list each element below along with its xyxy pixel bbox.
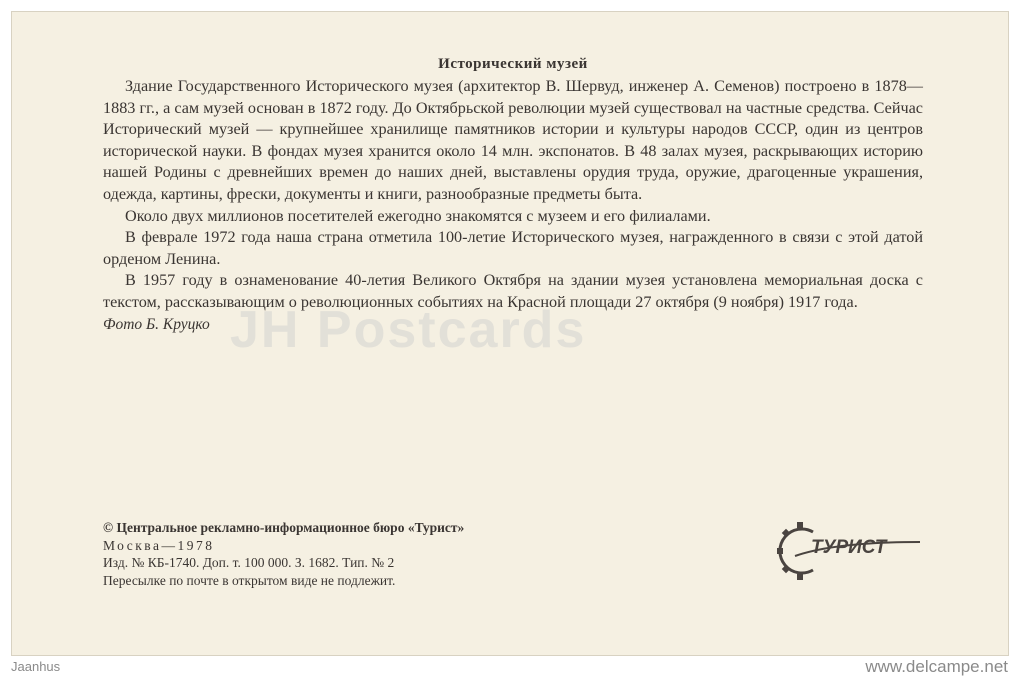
imprint-edition: Изд. № КБ-1740. Доп. т. 100 000. З. 1682. Тип. № 2: [103, 555, 395, 570]
imprint-city-year: Москва—1978: [103, 537, 215, 553]
turist-logo: [775, 520, 925, 580]
paragraph-memorial: В 1957 году в ознаменование 40-летия Великого Октября на здании музея установлена мемориальная доска с текстом, рассказывающим о революционных событиях на Красной площади 27 октября (9 ноября) 1917 года.: [103, 271, 923, 311]
site-url: www.delcampe.net: [865, 657, 1008, 676]
logo-text: ТУРИСТ: [811, 537, 887, 558]
gear-logo-icon: [775, 520, 925, 580]
paragraph-anniversary: В феврале 1972 года наша страна отметила 100-летие Исторического музея, награжденного в связи с этой датой орденом Ленина.: [103, 228, 923, 268]
watermark: JH Postcards: [230, 301, 587, 359]
paragraph-main: Здание Государственного Исторического музея (архитектор В. Шервуд, инженер А. Семенов) построено в 1878—1883 гг., а сам музей основан в 1872 году. До Октябрьской революции музей существовал на частные средства. Сейчас Исторический музей — крупнейшее хранилище памятников истории и культуры народов СССР, один из центров исторической науки. В фондах музея хранится около 14 млн. экспонатов. В 48 залах музея, раскрывающих историю нашей Родины с древнейших времен до наших дней, выставлены орудия труда, оружие, драгоценные украшения, одежда, картины, фрески, документы и книги, разнообразные предметы быта.: [103, 77, 923, 203]
publisher-imprint: [103, 519, 723, 589]
photo-credit: Фото Б. Круцко: [103, 315, 210, 333]
imprint-mailing-note: Пересылке по почте в открытом виде не подлежит.: [103, 572, 396, 588]
paragraph-visitors: Около двух миллионов посетителей ежегодно знакомятся с музеем и его филиалами.: [125, 206, 711, 225]
uploader-name: Jaanhus: [11, 659, 61, 674]
imprint-publisher: © Центральное рекламно-информационное бюро «Турист»: [103, 520, 465, 535]
description-block: [103, 55, 923, 336]
postcard-title: Исторический музей: [438, 56, 588, 72]
